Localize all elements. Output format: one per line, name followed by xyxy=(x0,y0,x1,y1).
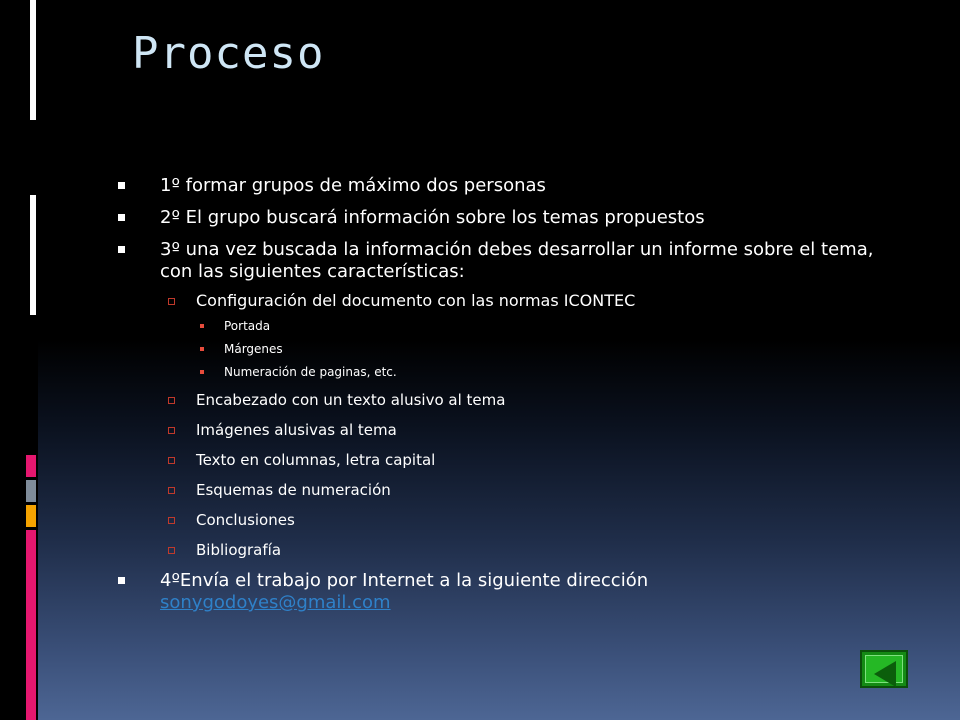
hollow-square-bullet-icon xyxy=(168,397,175,404)
sub-sub-bullet-text: Márgenes xyxy=(224,342,283,356)
sub-sub-list-item xyxy=(196,365,908,380)
bullet-text: 1º formar grupos de máximo dos personas xyxy=(160,175,546,196)
square-bullet-icon xyxy=(118,246,125,253)
list-item xyxy=(118,207,908,229)
sub-bullet-text: Imágenes alusivas al tema xyxy=(196,421,397,439)
bullet-text: 2º El grupo buscará información sobre los temas propuestos xyxy=(160,207,705,228)
sub-list-item xyxy=(160,540,908,560)
bullet-text: 3º una vez buscada la información debes desarrollar un informe sobre el tema, con las siguientes características: xyxy=(160,239,874,282)
back-nav-button[interactable] xyxy=(860,650,908,688)
hollow-square-bullet-icon xyxy=(168,427,175,434)
accent-bar-white xyxy=(30,0,36,120)
hollow-square-bullet-icon xyxy=(168,517,175,524)
email-link[interactable]: sonygodoyes@gmail.com xyxy=(160,592,391,613)
square-bullet-icon xyxy=(118,214,125,221)
sub-bullet-text: Encabezado con un texto alusivo al tema xyxy=(196,391,506,409)
bullet-list xyxy=(118,175,908,624)
sub-sub-list-item xyxy=(196,342,908,357)
hollow-square-bullet-icon xyxy=(168,457,175,464)
small-square-bullet-icon xyxy=(200,324,204,328)
accent-bars xyxy=(0,0,38,720)
sub-sub-list xyxy=(196,319,908,380)
sub-list-item xyxy=(160,510,908,530)
sub-list xyxy=(160,291,908,560)
sub-bullet-text: Texto en columnas, letra capital xyxy=(196,451,436,469)
square-bullet-icon xyxy=(118,577,125,584)
square-bullet-icon xyxy=(118,182,125,189)
sub-list-item xyxy=(160,390,908,410)
hollow-square-bullet-icon xyxy=(168,487,175,494)
accent-bar-pink xyxy=(26,530,36,720)
sub-list-item xyxy=(160,480,908,500)
small-square-bullet-icon xyxy=(200,347,204,351)
accent-bar-white xyxy=(30,195,36,315)
sub-sub-bullet-text: Numeración de paginas, etc. xyxy=(224,365,397,379)
sub-bullet-text: Configuración del documento con las normas ICONTEC xyxy=(196,291,636,310)
accent-bar-orange xyxy=(26,505,36,527)
bullet-text: 4ºEnvía el trabajo por Internet a la siguiente dirección xyxy=(160,570,649,591)
sub-bullet-text: Conclusiones xyxy=(196,511,295,529)
sub-bullet-text: Esquemas de numeración xyxy=(196,481,391,499)
accent-bar-gray xyxy=(26,480,36,502)
hollow-square-bullet-icon xyxy=(168,298,175,305)
slide-title: Proceso xyxy=(132,28,325,79)
sub-list-item xyxy=(160,450,908,470)
list-item xyxy=(118,175,908,197)
small-square-bullet-icon xyxy=(200,370,204,374)
accent-bar-pink xyxy=(26,455,36,477)
sub-bullet-text: Bibliografía xyxy=(196,541,282,559)
back-nav-button-face xyxy=(865,655,903,683)
list-item xyxy=(118,239,908,560)
hollow-square-bullet-icon xyxy=(168,547,175,554)
sub-sub-list-item xyxy=(196,319,908,334)
list-item xyxy=(118,570,908,614)
left-triangle-icon xyxy=(874,661,896,687)
sub-list-item xyxy=(160,420,908,440)
sub-list-item xyxy=(160,291,908,380)
sub-sub-bullet-text: Portada xyxy=(224,319,271,333)
